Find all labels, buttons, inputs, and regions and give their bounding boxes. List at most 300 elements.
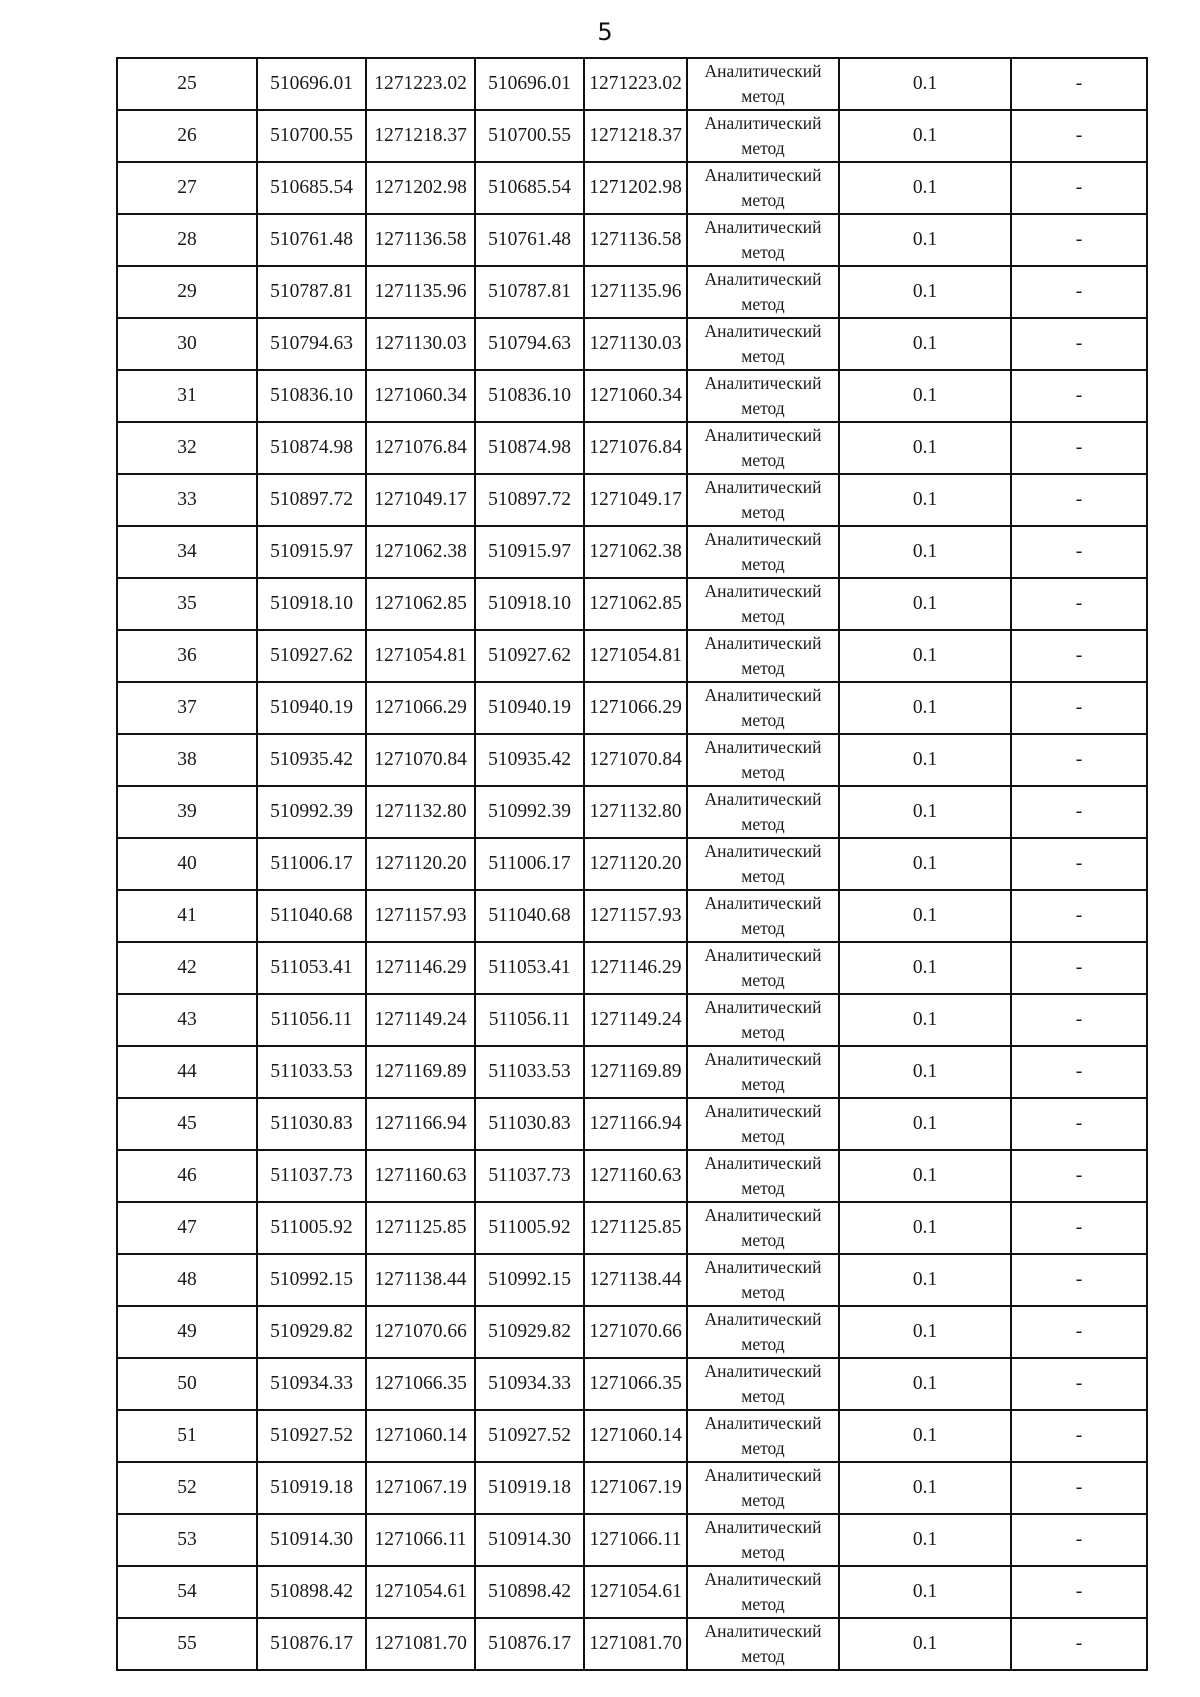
y-new-cell: 1271070.84 <box>584 734 687 786</box>
x-old-cell: 510934.33 <box>257 1358 366 1410</box>
y-old-cell: 1271136.58 <box>366 214 475 266</box>
table-row <box>117 682 1147 734</box>
y-old-cell: 1271218.37 <box>366 110 475 162</box>
y-new-cell: 1271049.17 <box>584 474 687 526</box>
description-cell: - <box>1011 526 1147 578</box>
y-old-cell: 1271049.17 <box>366 474 475 526</box>
x-new-cell: 510992.15 <box>475 1254 584 1306</box>
description-cell: - <box>1011 786 1147 838</box>
y-old-cell: 1271070.84 <box>366 734 475 786</box>
point-number-cell: 27 <box>117 162 257 214</box>
method-cell <box>687 370 839 422</box>
method-line: Аналитический <box>704 1101 822 1121</box>
table-row <box>117 1202 1147 1254</box>
table-row <box>117 630 1147 682</box>
method-cell <box>687 1410 839 1462</box>
point-number-cell: 52 <box>117 1462 257 1514</box>
method-cell <box>687 942 839 994</box>
y-old-cell: 1271166.94 <box>366 1098 475 1150</box>
method-line: Аналитический <box>704 1257 822 1277</box>
point-number-cell: 48 <box>117 1254 257 1306</box>
accuracy-cell: 0.1 <box>839 266 1011 318</box>
y-new-cell: 1271060.34 <box>584 370 687 422</box>
method-line: метод <box>741 1230 785 1250</box>
method-line: Аналитический <box>704 893 822 913</box>
method-cell <box>687 1254 839 1306</box>
point-number-cell: 51 <box>117 1410 257 1462</box>
accuracy-cell: 0.1 <box>839 1410 1011 1462</box>
accuracy-cell: 0.1 <box>839 890 1011 942</box>
y-old-cell: 1271157.93 <box>366 890 475 942</box>
y-new-cell: 1271054.61 <box>584 1566 687 1618</box>
table-row <box>117 786 1147 838</box>
x-new-cell: 510914.30 <box>475 1514 584 1566</box>
x-new-cell: 510794.63 <box>475 318 584 370</box>
x-new-cell: 510940.19 <box>475 682 584 734</box>
description-cell: - <box>1011 630 1147 682</box>
method-cell <box>687 1618 839 1670</box>
accuracy-cell: 0.1 <box>839 994 1011 1046</box>
table-row <box>117 370 1147 422</box>
table-row <box>117 734 1147 786</box>
method-line: метод <box>741 346 785 366</box>
method-cell <box>687 734 839 786</box>
y-new-cell: 1271054.81 <box>584 630 687 682</box>
description-cell: - <box>1011 1046 1147 1098</box>
x-new-cell: 510700.55 <box>475 110 584 162</box>
y-new-cell: 1271132.80 <box>584 786 687 838</box>
accuracy-cell: 0.1 <box>839 1202 1011 1254</box>
x-new-cell: 510876.17 <box>475 1618 584 1670</box>
x-old-cell: 510927.62 <box>257 630 366 682</box>
method-line: Аналитический <box>704 373 822 393</box>
y-new-cell: 1271066.35 <box>584 1358 687 1410</box>
y-old-cell: 1271060.14 <box>366 1410 475 1462</box>
x-old-cell: 510935.42 <box>257 734 366 786</box>
method-line: Аналитический <box>704 945 822 965</box>
method-line: Аналитический <box>704 61 822 81</box>
method-line: Аналитический <box>704 529 822 549</box>
y-new-cell: 1271067.19 <box>584 1462 687 1514</box>
x-old-cell: 511033.53 <box>257 1046 366 1098</box>
x-new-cell: 510934.33 <box>475 1358 584 1410</box>
method-line: Аналитический <box>704 1621 822 1641</box>
method-line: Аналитический <box>704 1413 822 1433</box>
y-new-cell: 1271081.70 <box>584 1618 687 1670</box>
method-line: метод <box>741 1542 785 1562</box>
table-row <box>117 578 1147 630</box>
point-number-cell: 28 <box>117 214 257 266</box>
table-row <box>117 110 1147 162</box>
y-new-cell: 1271130.03 <box>584 318 687 370</box>
x-new-cell: 510929.82 <box>475 1306 584 1358</box>
method-line: метод <box>741 1282 785 1302</box>
point-number-cell: 40 <box>117 838 257 890</box>
x-old-cell: 511030.83 <box>257 1098 366 1150</box>
x-new-cell: 510898.42 <box>475 1566 584 1618</box>
accuracy-cell: 0.1 <box>839 1046 1011 1098</box>
y-new-cell: 1271076.84 <box>584 422 687 474</box>
method-line: метод <box>741 918 785 938</box>
method-cell <box>687 630 839 682</box>
x-old-cell: 510992.15 <box>257 1254 366 1306</box>
x-new-cell: 510761.48 <box>475 214 584 266</box>
method-cell <box>687 1358 839 1410</box>
point-number-cell: 42 <box>117 942 257 994</box>
method-line: метод <box>741 1178 785 1198</box>
point-number-cell: 34 <box>117 526 257 578</box>
method-line: метод <box>741 658 785 678</box>
method-line: Аналитический <box>704 1361 822 1381</box>
accuracy-cell: 0.1 <box>839 214 1011 266</box>
method-line: метод <box>741 1490 785 1510</box>
y-old-cell: 1271067.19 <box>366 1462 475 1514</box>
accuracy-cell: 0.1 <box>839 1514 1011 1566</box>
y-old-cell: 1271223.02 <box>366 58 475 110</box>
method-line: метод <box>741 814 785 834</box>
method-line: Аналитический <box>704 581 822 601</box>
point-number-cell: 43 <box>117 994 257 1046</box>
method-line: Аналитический <box>704 217 822 237</box>
x-old-cell: 511053.41 <box>257 942 366 994</box>
x-old-cell: 510898.42 <box>257 1566 366 1618</box>
method-cell <box>687 1566 839 1618</box>
y-old-cell: 1271202.98 <box>366 162 475 214</box>
y-old-cell: 1271146.29 <box>366 942 475 994</box>
y-new-cell: 1271070.66 <box>584 1306 687 1358</box>
method-line: Аналитический <box>704 737 822 757</box>
x-old-cell: 511005.92 <box>257 1202 366 1254</box>
y-new-cell: 1271166.94 <box>584 1098 687 1150</box>
y-old-cell: 1271054.81 <box>366 630 475 682</box>
description-cell: - <box>1011 110 1147 162</box>
method-line: Аналитический <box>704 685 822 705</box>
method-cell <box>687 318 839 370</box>
accuracy-cell: 0.1 <box>839 1462 1011 1514</box>
accuracy-cell: 0.1 <box>839 422 1011 474</box>
table-row <box>117 1410 1147 1462</box>
point-number-cell: 36 <box>117 630 257 682</box>
y-old-cell: 1271125.85 <box>366 1202 475 1254</box>
table-row <box>117 994 1147 1046</box>
point-number-cell: 53 <box>117 1514 257 1566</box>
accuracy-cell: 0.1 <box>839 1098 1011 1150</box>
x-old-cell: 510696.01 <box>257 58 366 110</box>
point-number-cell: 33 <box>117 474 257 526</box>
y-new-cell: 1271149.24 <box>584 994 687 1046</box>
y-new-cell: 1271157.93 <box>584 890 687 942</box>
table-row <box>117 838 1147 890</box>
x-new-cell: 510874.98 <box>475 422 584 474</box>
table-row <box>117 422 1147 474</box>
method-cell <box>687 58 839 110</box>
description-cell: - <box>1011 1150 1147 1202</box>
method-cell <box>687 890 839 942</box>
description-cell: - <box>1011 838 1147 890</box>
point-number-cell: 31 <box>117 370 257 422</box>
method-cell <box>687 786 839 838</box>
y-new-cell: 1271136.58 <box>584 214 687 266</box>
accuracy-cell: 0.1 <box>839 474 1011 526</box>
method-line: метод <box>741 710 785 730</box>
accuracy-cell: 0.1 <box>839 630 1011 682</box>
point-number-cell: 35 <box>117 578 257 630</box>
point-number-cell: 26 <box>117 110 257 162</box>
x-old-cell: 510992.39 <box>257 786 366 838</box>
y-new-cell: 1271066.29 <box>584 682 687 734</box>
description-cell: - <box>1011 1202 1147 1254</box>
method-cell <box>687 578 839 630</box>
x-new-cell: 511033.53 <box>475 1046 584 1098</box>
y-old-cell: 1271130.03 <box>366 318 475 370</box>
x-old-cell: 510787.81 <box>257 266 366 318</box>
method-cell <box>687 474 839 526</box>
accuracy-cell: 0.1 <box>839 58 1011 110</box>
method-line: метод <box>741 606 785 626</box>
table-row <box>117 942 1147 994</box>
method-line: метод <box>741 294 785 314</box>
accuracy-cell: 0.1 <box>839 318 1011 370</box>
y-old-cell: 1271076.84 <box>366 422 475 474</box>
accuracy-cell: 0.1 <box>839 1254 1011 1306</box>
y-old-cell: 1271070.66 <box>366 1306 475 1358</box>
x-new-cell: 510836.10 <box>475 370 584 422</box>
method-line: Аналитический <box>704 1517 822 1537</box>
method-line: метод <box>741 1126 785 1146</box>
method-cell <box>687 994 839 1046</box>
point-number-cell: 44 <box>117 1046 257 1098</box>
table-row <box>117 1566 1147 1618</box>
point-number-cell: 55 <box>117 1618 257 1670</box>
y-old-cell: 1271066.35 <box>366 1358 475 1410</box>
description-cell: - <box>1011 578 1147 630</box>
point-number-cell: 38 <box>117 734 257 786</box>
point-number-cell: 25 <box>117 58 257 110</box>
description-cell: - <box>1011 162 1147 214</box>
method-line: метод <box>741 86 785 106</box>
x-old-cell: 510940.19 <box>257 682 366 734</box>
method-cell <box>687 214 839 266</box>
description-cell: - <box>1011 1566 1147 1618</box>
y-new-cell: 1271223.02 <box>584 58 687 110</box>
method-line: Аналитический <box>704 477 822 497</box>
method-line: Аналитический <box>704 425 822 445</box>
method-cell <box>687 1514 839 1566</box>
x-new-cell: 510927.52 <box>475 1410 584 1462</box>
y-old-cell: 1271066.11 <box>366 1514 475 1566</box>
x-old-cell: 510929.82 <box>257 1306 366 1358</box>
description-cell: - <box>1011 1514 1147 1566</box>
description-cell: - <box>1011 1618 1147 1670</box>
x-new-cell: 510919.18 <box>475 1462 584 1514</box>
table-row <box>117 162 1147 214</box>
y-new-cell: 1271218.37 <box>584 110 687 162</box>
point-number-cell: 49 <box>117 1306 257 1358</box>
x-old-cell: 511056.11 <box>257 994 366 1046</box>
y-new-cell: 1271062.38 <box>584 526 687 578</box>
method-line: Аналитический <box>704 1153 822 1173</box>
method-line: Аналитический <box>704 789 822 809</box>
description-cell: - <box>1011 1098 1147 1150</box>
description-cell: - <box>1011 1462 1147 1514</box>
coordinates-table <box>116 57 1148 1671</box>
x-old-cell: 510876.17 <box>257 1618 366 1670</box>
x-old-cell: 510897.72 <box>257 474 366 526</box>
x-new-cell: 510685.54 <box>475 162 584 214</box>
y-old-cell: 1271060.34 <box>366 370 475 422</box>
y-new-cell: 1271169.89 <box>584 1046 687 1098</box>
page-number: 5 <box>597 18 613 46</box>
x-new-cell: 510918.10 <box>475 578 584 630</box>
y-new-cell: 1271135.96 <box>584 266 687 318</box>
x-old-cell: 510836.10 <box>257 370 366 422</box>
method-line: метод <box>741 502 785 522</box>
table-row <box>117 1150 1147 1202</box>
method-line: Аналитический <box>704 1569 822 1589</box>
method-cell <box>687 162 839 214</box>
method-cell <box>687 1150 839 1202</box>
x-old-cell: 510927.52 <box>257 1410 366 1462</box>
x-new-cell: 510915.97 <box>475 526 584 578</box>
method-line: метод <box>741 1438 785 1458</box>
method-line: Аналитический <box>704 269 822 289</box>
y-old-cell: 1271062.38 <box>366 526 475 578</box>
method-cell <box>687 110 839 162</box>
x-old-cell: 510685.54 <box>257 162 366 214</box>
method-cell <box>687 526 839 578</box>
x-old-cell: 510919.18 <box>257 1462 366 1514</box>
y-new-cell: 1271202.98 <box>584 162 687 214</box>
point-number-cell: 46 <box>117 1150 257 1202</box>
point-number-cell: 47 <box>117 1202 257 1254</box>
method-cell <box>687 1462 839 1514</box>
method-line: метод <box>741 398 785 418</box>
point-number-cell: 37 <box>117 682 257 734</box>
accuracy-cell: 0.1 <box>839 1306 1011 1358</box>
method-cell <box>687 1098 839 1150</box>
description-cell: - <box>1011 474 1147 526</box>
y-old-cell: 1271135.96 <box>366 266 475 318</box>
x-new-cell: 511030.83 <box>475 1098 584 1150</box>
accuracy-cell: 0.1 <box>839 110 1011 162</box>
description-cell: - <box>1011 1410 1147 1462</box>
y-old-cell: 1271149.24 <box>366 994 475 1046</box>
x-old-cell: 510794.63 <box>257 318 366 370</box>
x-old-cell: 510700.55 <box>257 110 366 162</box>
point-number-cell: 41 <box>117 890 257 942</box>
method-cell <box>687 838 839 890</box>
method-line: метод <box>741 762 785 782</box>
accuracy-cell: 0.1 <box>839 1618 1011 1670</box>
table-row <box>117 1462 1147 1514</box>
accuracy-cell: 0.1 <box>839 162 1011 214</box>
y-new-cell: 1271060.14 <box>584 1410 687 1462</box>
table-row <box>117 526 1147 578</box>
x-new-cell: 510992.39 <box>475 786 584 838</box>
table-body <box>117 58 1147 1670</box>
method-line: метод <box>741 1386 785 1406</box>
method-line: Аналитический <box>704 1465 822 1485</box>
table-row <box>117 1046 1147 1098</box>
accuracy-cell: 0.1 <box>839 370 1011 422</box>
description-cell: - <box>1011 318 1147 370</box>
y-old-cell: 1271160.63 <box>366 1150 475 1202</box>
method-line: Аналитический <box>704 321 822 341</box>
x-old-cell: 511037.73 <box>257 1150 366 1202</box>
x-old-cell: 511006.17 <box>257 838 366 890</box>
accuracy-cell: 0.1 <box>839 1358 1011 1410</box>
y-old-cell: 1271120.20 <box>366 838 475 890</box>
description-cell: - <box>1011 682 1147 734</box>
table-row <box>117 318 1147 370</box>
method-line: Аналитический <box>704 1309 822 1329</box>
accuracy-cell: 0.1 <box>839 526 1011 578</box>
accuracy-cell: 0.1 <box>839 1566 1011 1618</box>
method-line: Аналитический <box>704 1049 822 1069</box>
y-old-cell: 1271054.61 <box>366 1566 475 1618</box>
point-number-cell: 54 <box>117 1566 257 1618</box>
y-new-cell: 1271062.85 <box>584 578 687 630</box>
method-line: Аналитический <box>704 165 822 185</box>
x-new-cell: 511006.17 <box>475 838 584 890</box>
table-row <box>117 214 1147 266</box>
accuracy-cell: 0.1 <box>839 682 1011 734</box>
description-cell: - <box>1011 58 1147 110</box>
x-old-cell: 510918.10 <box>257 578 366 630</box>
description-cell: - <box>1011 370 1147 422</box>
method-cell <box>687 266 839 318</box>
method-line: Аналитический <box>704 997 822 1017</box>
point-number-cell: 30 <box>117 318 257 370</box>
method-line: метод <box>741 190 785 210</box>
method-line: Аналитический <box>704 113 822 133</box>
method-line: метод <box>741 138 785 158</box>
method-line: метод <box>741 450 785 470</box>
table-row <box>117 1098 1147 1150</box>
x-new-cell: 511040.68 <box>475 890 584 942</box>
table-row <box>117 890 1147 942</box>
point-number-cell: 39 <box>117 786 257 838</box>
x-old-cell: 511040.68 <box>257 890 366 942</box>
point-number-cell: 45 <box>117 1098 257 1150</box>
method-line: метод <box>741 1646 785 1666</box>
y-new-cell: 1271125.85 <box>584 1202 687 1254</box>
x-new-cell: 511037.73 <box>475 1150 584 1202</box>
point-number-cell: 50 <box>117 1358 257 1410</box>
accuracy-cell: 0.1 <box>839 942 1011 994</box>
x-new-cell: 510897.72 <box>475 474 584 526</box>
table-row <box>117 1514 1147 1566</box>
accuracy-cell: 0.1 <box>839 1150 1011 1202</box>
method-line: метод <box>741 242 785 262</box>
x-old-cell: 510761.48 <box>257 214 366 266</box>
y-new-cell: 1271160.63 <box>584 1150 687 1202</box>
method-cell <box>687 1202 839 1254</box>
table-row <box>117 1358 1147 1410</box>
description-cell: - <box>1011 942 1147 994</box>
description-cell: - <box>1011 734 1147 786</box>
method-cell <box>687 682 839 734</box>
y-new-cell: 1271066.11 <box>584 1514 687 1566</box>
y-old-cell: 1271081.70 <box>366 1618 475 1670</box>
point-number-cell: 29 <box>117 266 257 318</box>
method-line: Аналитический <box>704 1205 822 1225</box>
x-new-cell: 511053.41 <box>475 942 584 994</box>
x-old-cell: 510914.30 <box>257 1514 366 1566</box>
description-cell: - <box>1011 1306 1147 1358</box>
method-line: метод <box>741 1022 785 1042</box>
x-new-cell: 510787.81 <box>475 266 584 318</box>
